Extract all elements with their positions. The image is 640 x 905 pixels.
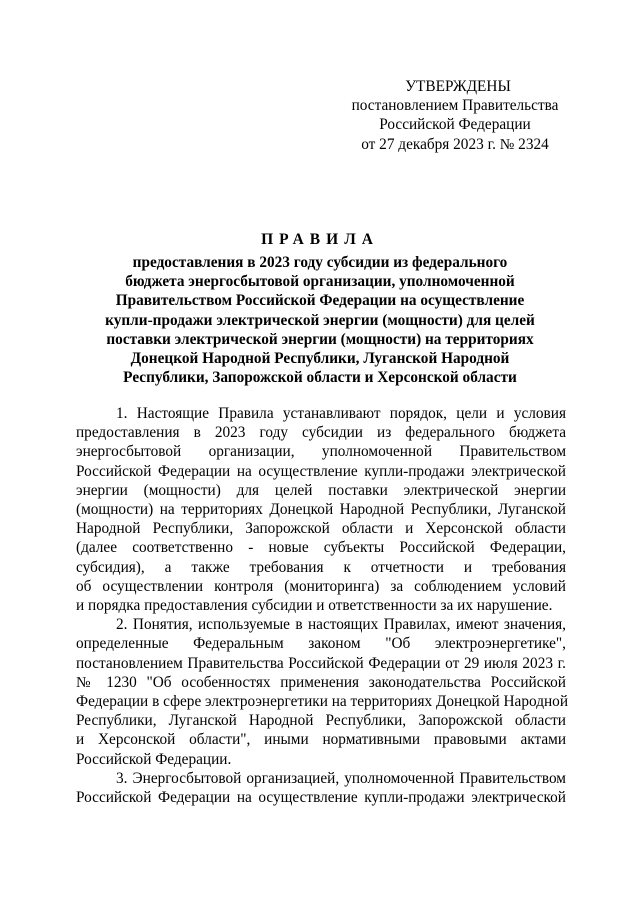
- text-line: субсидия), а также требования к отчетности и требования: [76, 558, 566, 576]
- approval-date: от 27 декабря 2023 г. № 2324: [361, 135, 549, 153]
- text-line: Республики, Луганской Народной Республики, Запорожской области: [76, 712, 566, 730]
- text-line: и Херсонской области", иными нормативными правовыми актами: [76, 731, 566, 749]
- document-body: [76, 404, 569, 807]
- subtitle-line: Республики, Запорожской области и Херсонской области: [123, 369, 517, 387]
- text-line: Российской Федерации на осуществление купли-продажи электрической: [76, 789, 566, 807]
- text-line: предоставления в 2023 году субсидии из федерального бюджета: [76, 424, 566, 442]
- text-line: (далее соответственно - новые субъекты Российской Федерации,: [76, 539, 566, 557]
- paragraph-2: [76, 615, 569, 769]
- paragraph-1: [76, 404, 566, 615]
- text-line: об осуществлении контроля (мониторинга) за соблюдением условий: [76, 577, 566, 595]
- approval-line: постановлением Правительства: [351, 97, 559, 115]
- text-line: № 1230 "Об особенностях применения законодательства Российской: [76, 673, 566, 691]
- text-line: 3. Энергосбытовой организацией, уполномоченной Правительством: [116, 769, 566, 787]
- document-subtitle: [80, 253, 560, 387]
- subtitle-line: купли-продажи электрической энергии (мощности) для целей: [105, 311, 535, 329]
- text-line: энергосбытовой организации, уполномоченной Правительством: [76, 443, 566, 461]
- subtitle-line: Донецкой Народной Республики, Луганской Народной: [130, 350, 510, 368]
- subtitle-line: Правительством Российской Федерации на осуществление: [115, 292, 525, 310]
- text-line: 1. Настоящие Правила устанавливают порядок, цели и условия: [116, 405, 566, 422]
- text-line: энергии (мощности) для целей поставки электрической энергии: [76, 481, 566, 499]
- text-line: (мощности) на территориях Донецкой Народной Республики, Луганской: [76, 501, 566, 519]
- text-line: Народной Республики, Запорожской области и Херсонской области: [76, 520, 566, 538]
- text-line: определенные Федеральным законом "Об электроэнергетике",: [76, 635, 566, 653]
- text-line: 2. Понятия, используемые в настоящих Правилах, имеют значения,: [116, 616, 566, 634]
- text-line: и порядка предоставления субсидии и ответственности за их нарушение.: [76, 597, 553, 615]
- document-title: ПРАВИЛА: [261, 231, 379, 248]
- approval-heading: УТВЕРЖДЕНЫ: [405, 78, 511, 95]
- paragraph-3: [76, 769, 566, 807]
- approval-stamp: [330, 77, 580, 154]
- text-line: Российской Федерации на осуществление купли-продажи электрической: [76, 462, 566, 480]
- subtitle-line: предоставления в 2023 году субсидии из федерального: [132, 254, 508, 271]
- subtitle-line: бюджета энергосбытовой организации, уполномоченной: [125, 273, 515, 291]
- text-line: Федерации в сфере электроэнергетики на территориях Донецкой Народной: [76, 693, 569, 711]
- text-line: постановлением Правительства Российской Федерации от 29 июля 2023 г.: [76, 654, 566, 672]
- approval-line: Российской Федерации: [379, 116, 531, 134]
- subtitle-line: поставки электрической энергии (мощности) на территориях: [106, 330, 534, 348]
- text-line: Российской Федерации.: [76, 750, 232, 768]
